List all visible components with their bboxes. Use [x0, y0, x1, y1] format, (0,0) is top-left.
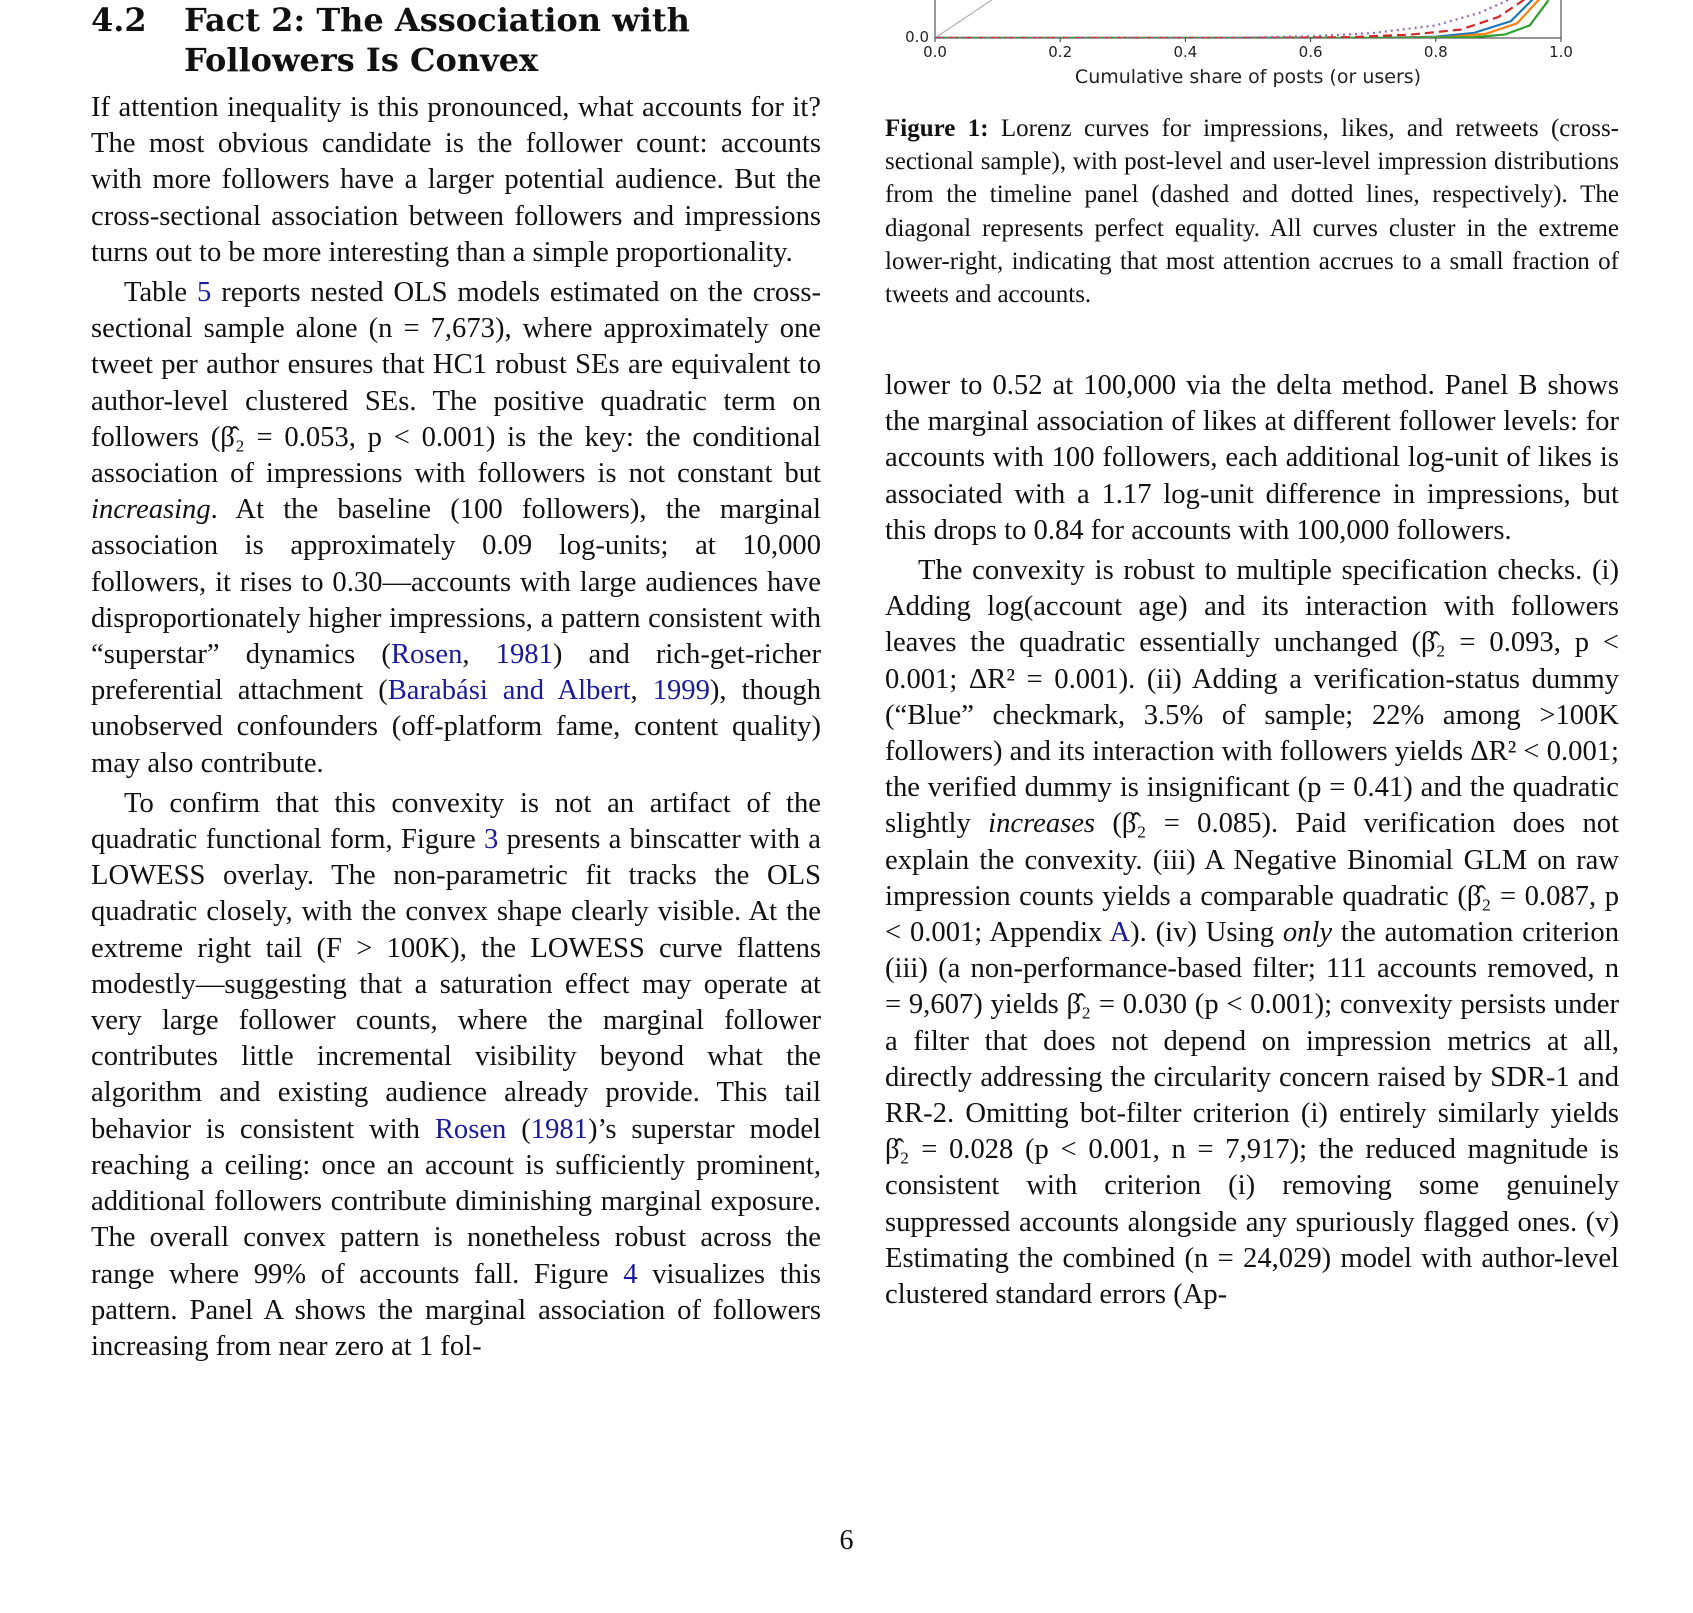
- x-tick-label: 0.4: [1173, 43, 1198, 61]
- appendix-a-ref-link[interactable]: A: [1109, 917, 1131, 949]
- right-text-block: [885, 368, 1619, 1313]
- text-run: . At the baseline (100 followers), the marginal association is approximately 0.09 log-units; at 10,000 followers, it rises to 0.30—accounts with large audiences have disproportionately higher impressions, a pattern consistent with “superstar” dynamics (: [91, 494, 821, 671]
- caption-text: Lorenz curves for impressions, likes, and retweets (cross-sectional sample), with post-level and user-level impression distributions from the timeline panel (dashed and dotted lines, respectively). The diagonal represents perfect equality. All curves cluster in the extreme lower-right, indicating that most attention accrues to a small fraction of tweets and accounts.: [885, 115, 1620, 309]
- page-number: 6: [839, 1525, 854, 1556]
- left-paragraph-1: If attention inequality is this pronounced, what accounts for it? The most obvious candidate is the follower count: accounts with more followers have a larger potential audience. But the cross-sectional association between followers and impressions turns out to be more interesting than a simple proportionality.: [91, 92, 821, 268]
- x-tick-label: 0.0: [923, 43, 947, 61]
- text-run: (β̂₂ = 0.085). Paid verification does not explain the convexity. (iii) A Negative Binomial GLM on raw impression counts yields a comparable quadratic (β̂₂ = 0.087, p < 0.001; Appendix: [885, 808, 1620, 949]
- left-paragraph-3: [91, 786, 821, 1365]
- text-run: ), though unobserved confounders (off-platform fame, content quality) may also contribute.: [91, 675, 821, 779]
- text-run: ) and rich-get-richer preferential attachment (: [91, 639, 822, 707]
- x-tick-label: 0.8: [1423, 43, 1448, 61]
- left-paragraph-2: [91, 275, 821, 782]
- series-line-4: [935, 0, 1530, 38]
- table-5-ref-link[interactable]: 5: [197, 277, 212, 309]
- text-run: )’s superstar model reaching a ceiling: once an account is sufficiently prominent, additional followers contribute diminishing marginal exposure. The overall convex pattern is nonetheless robust across the range where 99% of accounts fall. Figure: [91, 1113, 822, 1290]
- citation-rosen-link[interactable]: Rosen: [390, 639, 463, 671]
- text-run: ,: [630, 675, 653, 707]
- lorenz-chart-svg: [885, 0, 1619, 100]
- emphasis: increasing: [91, 494, 211, 526]
- section-title: Fact 2: The Association with Followers Is Convex: [184, 1, 690, 79]
- text-run: ). (iv) Using: [1130, 917, 1283, 949]
- series-line-1: [935, 0, 1536, 38]
- right-paragraph-1: lower to 0.52 at 100,000 via the delta method. Panel B shows the marginal association of likes at different follower levels: for accounts with 100 followers, each additional log-unit of likes is associated with a 1.17 log-unit difference in impressions, but this drops to 0.84 for accounts with 100,000 followers.: [885, 370, 1619, 546]
- text-run: ,: [462, 639, 496, 671]
- emphasis: increases: [988, 808, 1096, 840]
- lorenz-chart-fragment: [885, 0, 1619, 100]
- citation-barabasi-link[interactable]: Barabási and Albert: [387, 675, 631, 707]
- citation-barabasi-year-link[interactable]: 1999: [652, 675, 710, 707]
- x-tick-label: 1.0: [1549, 43, 1573, 61]
- text-run: Table: [124, 277, 197, 309]
- emphasis: only: [1282, 917, 1333, 949]
- x-tick-label: 0.6: [1298, 43, 1323, 61]
- text-run: presents a binscatter with a LOWESS overlay. The non-parametric fit tracks the OLS quadratic closely, with the convex shape clearly visible. At the extreme right tail (F > 100K), the LOWESS curve flattens modestly—suggesting that a saturation effect may operate at very large follower counts, where the marginal follower contributes little incremental visibility beyond what the algorithm and existing audience already provide. This tail behavior is consistent with: [91, 824, 821, 1145]
- figure-1-caption: [885, 112, 1619, 311]
- figure-3-ref-link[interactable]: 3: [484, 824, 499, 856]
- y-tick-label: 0.0: [905, 28, 929, 46]
- series-line-0: [935, 0, 998, 38]
- series-line-2: [935, 0, 1542, 38]
- x-axis-label: Cumulative share of posts (or users): [1074, 66, 1422, 88]
- left-column: [91, 0, 821, 1365]
- section-number: 4.2: [91, 1, 147, 39]
- x-tick-label: 0.2: [1048, 43, 1073, 61]
- caption-label: Figure 1:: [885, 115, 989, 142]
- figure-4-ref-link[interactable]: 4: [623, 1258, 638, 1290]
- text-run: To confirm that this convexity is not an artifact of the quadratic functional form, Figure: [91, 787, 821, 856]
- text-run: (: [506, 1113, 531, 1145]
- text-run: The convexity is robust to multiple specification checks. (i) Adding log(account age) and its interaction with followers leaves the quadratic essentially unchanged (β̂₂ = 0.093, p < 0.001; ΔR² = 0.001). (ii) Adding a verification-status dummy (“Blue” checkmark, 3.5% of sample; 22% among >100K followers) and its interaction with followers yields ΔR² < 0.001; the verified dummy is insignificant (p = 0.41) and the quadratic slightly: [885, 555, 1619, 840]
- section-heading: [91, 0, 821, 80]
- text-run: visualizes this pattern. Panel A shows the marginal association of followers increasing from near zero at 1 fol-: [91, 1258, 822, 1362]
- citation-rosen-link[interactable]: Rosen: [434, 1113, 507, 1145]
- right-paragraph-2: [885, 553, 1619, 1313]
- citation-rosen-year-link[interactable]: 1981: [530, 1113, 588, 1145]
- citation-rosen-year-link[interactable]: 1981: [495, 639, 553, 671]
- text-run: reports nested OLS models estimated on the cross-sectional sample alone (n = 7,673), where approximately one tweet per author ensures that HC1 robust SEs are equivalent to author-level clustered SEs. The positive quadratic term on followers (β̂₂ = 0.053, p < 0.001) is the key: the conditional association of impressions with followers is not constant but: [91, 277, 821, 490]
- text-run: the automation criterion (iii) (a non-performance-based filter; 111 accounts removed, n = 9,607) yields β̂₂ = 0.030 (p < 0.001); convexity persists under a filter that does not depend on impression metrics at all, directly addressing the circularity concern raised by SDR-1 and RR-2. Omitting bot-filter criterion (i) entirely similarly yields β̂₂ = 0.028 (p < 0.001, n = 7,917); the reduced magnitude is consistent with criterion (i) removing some genuinely suppressed accounts alongside any spuriously flagged ones. (v) Estimating the combined (n = 24,029) model with author-level clustered standard errors (Ap-: [885, 917, 1619, 1311]
